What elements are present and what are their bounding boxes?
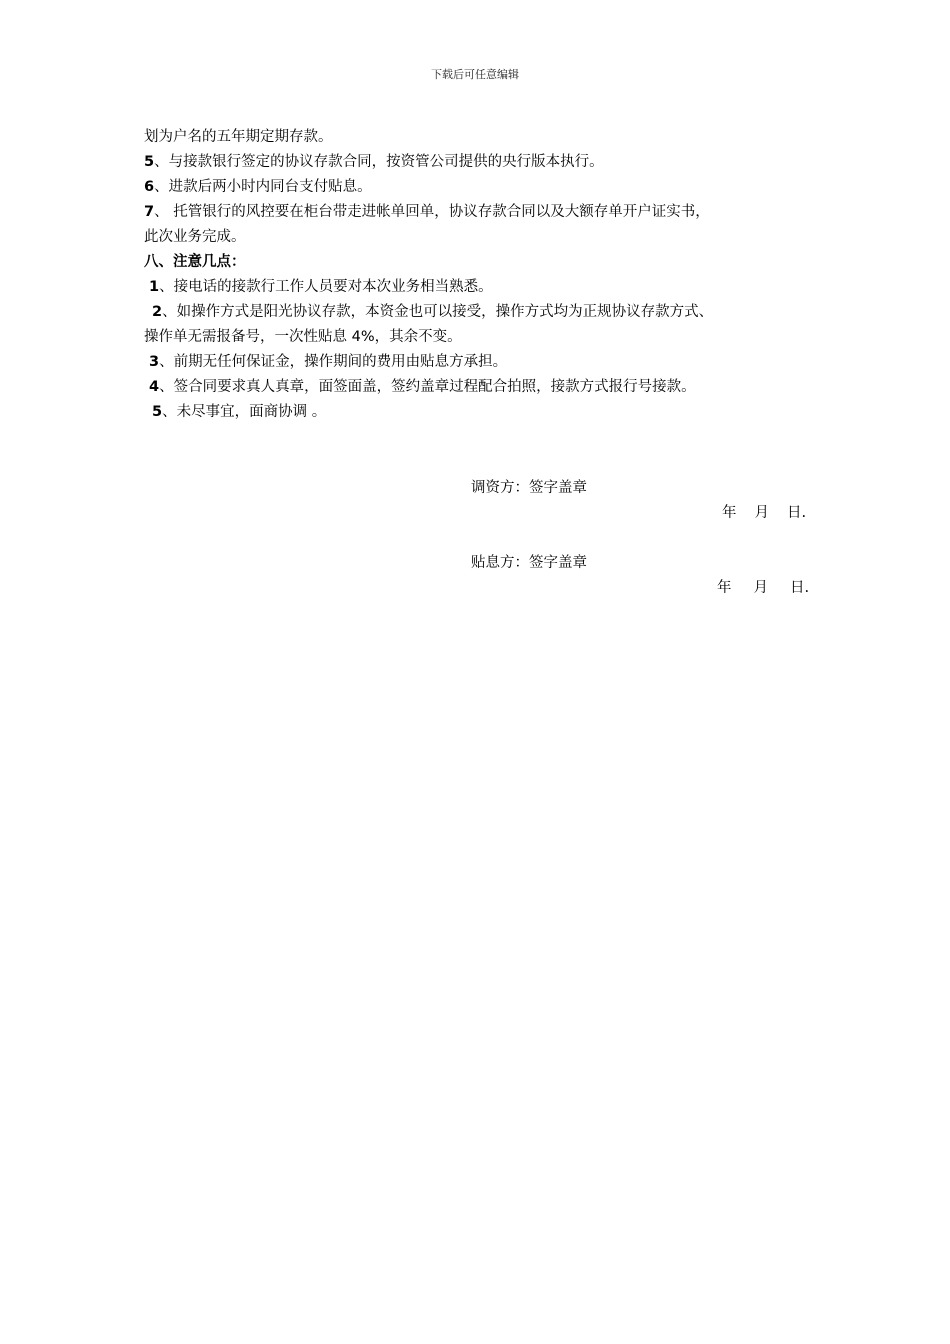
note-text: 、前期无任何保证金，操作期间的费用由贴息方承担。: [159, 354, 508, 370]
item-text: 、与接款银行签定的协议存款合同，按资管公司提供的央行版本执行。: [154, 154, 604, 170]
item-7: [144, 200, 814, 225]
item-number: 6: [144, 179, 155, 195]
date-line-a: [722, 501, 806, 522]
note-2-continued: [144, 325, 814, 350]
item-text: 、 托管银行的风控要在柜台带走进帐单回单，协议存款合同以及大额存单开户证实书，: [154, 204, 710, 220]
note-percent: 4%: [351, 329, 375, 345]
note-4: [144, 375, 814, 400]
note-text: 、接电话的接款行工作人员要对本次业务相当熟悉。: [159, 279, 493, 295]
note-1: [144, 275, 814, 300]
document-body: [144, 125, 814, 425]
item-number: 7: [144, 204, 155, 220]
date-day: 日.: [787, 505, 807, 521]
note-text: 、签合同要求真人真章，面签面盖，签约盖章过程配合拍照，接款方式报行号接款。: [159, 379, 696, 395]
note-text: 操作单无需报备号，一次性贴息: [144, 329, 352, 345]
page-header: 下载后可任意编辑: [431, 68, 519, 81]
note-text: 、如操作方式是阳光协议存款，本资金也可以接受，操作方式均为正规协议存款方式、: [162, 304, 714, 320]
date-year: 年: [717, 580, 732, 596]
note-2: [144, 300, 814, 325]
signature-party-a: 调资方：签字盖章: [471, 480, 587, 496]
note-5: [144, 400, 814, 425]
item-6: [144, 175, 814, 200]
item-7-continued: 此次业务完成。: [144, 229, 246, 245]
item-text: 、进款后两小时内同台支付贴息。: [154, 179, 372, 195]
note-number: 3: [149, 354, 160, 370]
date-line-b: [717, 576, 809, 597]
section-heading: 八、注意几点：: [144, 254, 246, 270]
paragraph-line: 划为户名的五年期定期存款。: [144, 129, 333, 145]
date-month: 月: [754, 505, 769, 521]
date-day: 日.: [790, 580, 810, 596]
note-text: 、未尽事宜，面商协调 。: [162, 404, 327, 420]
date-year: 年: [722, 505, 737, 521]
note-text: ，其余不变。: [374, 329, 462, 345]
note-number: 5: [152, 404, 163, 420]
note-number: 4: [149, 379, 160, 395]
signature-party-b: 贴息方：签字盖章: [471, 555, 587, 571]
note-number: 2: [152, 304, 163, 320]
note-3: [144, 350, 814, 375]
note-number: 1: [149, 279, 160, 295]
date-month: 月: [753, 580, 768, 596]
item-5: [144, 150, 814, 175]
item-number: 5: [144, 154, 155, 170]
